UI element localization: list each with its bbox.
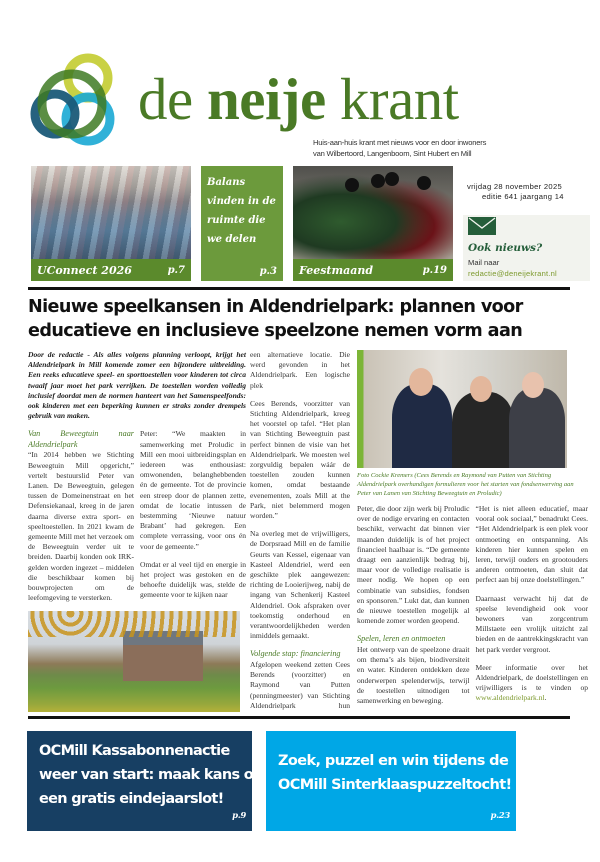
divider-rule — [28, 716, 570, 719]
subheading: Volgende stap: financiering — [250, 649, 341, 659]
logo-rings-icon — [30, 44, 125, 159]
teaser-title: UConnect 2026 — [37, 263, 132, 277]
teaser-page: p.3 — [259, 266, 277, 277]
paragraph: Omdat er al veel tijd en energie in het project was gestoken en de behoefte duidelijk was, stelde de gemeente voor te kijken naar — [140, 559, 246, 600]
promo-kassabonnenactie[interactable] — [27, 731, 263, 831]
teaser-bar — [293, 259, 453, 281]
contact-question: Ook nieuws? — [468, 242, 543, 254]
brand-title: de neije krant — [138, 66, 459, 132]
teaser-title: Feestmaand — [299, 263, 374, 277]
paragraph — [476, 663, 589, 704]
article-intro: Door de redactie - Als alles volgens planning verloopt, krijgt het Aldendrielpark in Mill komende zomer een bijzondere uitbreiding. Een reeks educatieve speel- en sporttoestellen voor kinderen tot circa twaalf jaar moet het park verrijken. De toestellen worden volledig inclusief doordat men de normen hanteert van het Samenspeelfonds: ook kinderen met een beperking kunnen er straks zonder drempels gebruik van maken. — [28, 350, 246, 421]
article-left-columns — [28, 429, 246, 603]
article-right-columns — [357, 504, 588, 706]
three-men-photo — [357, 350, 567, 468]
article-column-4 — [357, 504, 470, 706]
paragraph: een alternatieve locatie. Die werd gevonden in het Aldendrielpark. Een logische plek — [250, 350, 350, 390]
teaser-page: p.7 — [167, 264, 185, 276]
contact-email-link[interactable]: redactie@deneijekrant.nl — [468, 269, 557, 278]
tagline — [313, 137, 486, 159]
issue-info — [467, 182, 597, 202]
paragraph: “Het is niet alleen educatief, maar vooral ook sociaal,” benadrukt Cees. “Het Aldendrielpark is een plek voor ontmoeting en ontspanning. Als kinderen hier kunnen spelen en leren, terwijl ouders en grootouders anderen ontmoeten, dan sluit dat perfect aan bij onze doelstellingen.” — [475, 504, 588, 585]
promo-title — [278, 749, 512, 797]
paragraph: Daarnaast verwacht hij dat de speelse levendigheid ook voor bewoners van zorgcentrum Millstaete een vrolijk uitzicht zal bieden en de aantrekkingskracht van het park verder vergroot. — [475, 593, 588, 654]
contact-mail-label: Mail naar — [468, 258, 500, 267]
teaser-feestmaand[interactable] — [293, 166, 453, 281]
article-body — [28, 350, 588, 712]
promo-title — [39, 739, 263, 811]
article-left-block — [28, 350, 246, 712]
website-link[interactable]: www.aldendrielpark.nl — [475, 693, 545, 703]
paragraph: Afgelopen weekend zetten Cees Berends (voorzitter) en Raymond van Putten (penningmeester) van Stichting Aldendrielpark hun — [250, 659, 350, 710]
article-headline: Nieuwe speelkansen in Aldendrielpark: plannen voor educatieve en inclusieve speelzone nemen vorm aan — [28, 297, 523, 341]
paragraph: Peter: “We maakten in samenwerking met Proludic in Mill een mooi uitbreidingsplan en iedereen was enthousiast: omwonenden, belanghebbenden én de gemeente. Tot de provincie een streep door de plannen zette, omdat de locatie intussen de bestemming ‘Nieuwe natuur Brabant’ had gekregen. Een complete verrassing, voor ons én voor de gemeente.” — [140, 429, 246, 551]
subheading: Van Beweegtuin naar Aldendrielpark — [28, 429, 134, 449]
promo-line: een gratis eindejaarslot! — [39, 791, 224, 807]
paragraph: Cees Berends, voorzitter van Stichting Aldendrielpark, kreeg het voorstel op tafel. “Het plan van Stichting Beweegtuin past perfect binnen de visie van het Aldendrielpark. We moesten wel zorgvuldig bepalen wáár de toestellen zouden kunnen komen, omdat bestaande evenementen, zoals Mill at the Park, niet belemmerd mogen worden.” — [250, 398, 350, 521]
article-column-2 — [140, 429, 246, 603]
promo-line: Zoek, puzzel en win tijdens de — [278, 753, 509, 769]
teaser-uconnect[interactable] — [31, 166, 191, 281]
paragraph: “In 2014 hebben we Stichting Beweegtuin Mill opgericht,” vertelt bestuurslid Peter van Lanen. De Beweegtuin, gelegen tussen de Domeinenstraat en het Defensiekanaal, kreeg in de jaren daarna diverse extra sport- en speeltoestellen. In 2021 kwam de gemeente Mill met het verzoek om de Beweegtuin verder uit te breiden. Daarbij konden ook IRK-gelden worden ingezet – middelen die beschikbaar komen bij bouwprojecten om de leefomgeving te versterken. — [28, 450, 134, 603]
contact-box — [463, 215, 590, 281]
article-right-block — [357, 350, 588, 706]
envelope-icon — [468, 217, 496, 235]
promo-page: p.23 — [490, 811, 510, 821]
article-column-5 — [476, 504, 589, 706]
teaser-page: p.19 — [422, 264, 447, 276]
promo-line: weer van start: maak kans op — [39, 767, 263, 783]
promo-page: p.9 — [232, 811, 246, 821]
paragraph-text: Meer informatie over het Aldendrielpark, de doelstellingen en vrijwilligers is te vinden op — [475, 662, 588, 693]
issue-edition: editie 641 jaargang 14 — [482, 192, 564, 201]
teaser-line: ruimte die — [207, 215, 266, 226]
paragraph: Peter, die door zijn werk bij Proludic over de nodige ervaring en contacten beschikt, verwacht dat binnen vier maanden duidelijk is of het project financieel haalbaar is. “De gemeente draagt een aanzienlijk bedrag bij, maar voor de volledige realisatie is meer nodig. We hopen op een combinatie van subsidies, fondsen en sponsoren.” Lukt dat, dan kunnen de nieuwe toestellen mogelijk al komende zomer worden geopend. — [357, 504, 470, 626]
promo-line: OCMill Kassabonnenactie — [39, 743, 230, 759]
divider-rule — [28, 287, 570, 290]
promo-sinterklaaspuzzeltocht[interactable] — [266, 731, 516, 831]
paragraph: Na overleg met de vrijwilligers, de Dorpsraad Mill en de familie Geurts van Kessel, eigenaar van Kasteel Aldendriel, werd een geschikte plek aangewezen: richting de Looierijweg, nabij de ingang van Schenkerij Kasteel Aldendriel. Ook afspraken over toekomstig onderhoud en verantwoordelijkheden werden inmiddels gemaakt. — [250, 529, 350, 641]
teaser-balans[interactable] — [201, 166, 283, 281]
tagline-line-1: Huis-aan-huis krant met nieuws voor en door inwoners — [313, 138, 487, 147]
teaser-line: we delen — [207, 234, 257, 245]
article-column-1 — [28, 429, 134, 603]
paragraph: Het ontwerp van de speelzone draait om thema’s als bijen, biodiversiteit en water. Kinderen ontdekken deze onderwerpen spelenderwijs, terwijl de toestellen uitnodigen tot samenwerking en beweging. — [357, 644, 470, 705]
article-column-3 — [250, 350, 350, 712]
castle-park-photo — [28, 611, 240, 712]
teaser-title — [207, 173, 276, 249]
exhibition-hall-photo — [31, 166, 191, 259]
paragraph-end: . — [544, 693, 547, 703]
promo-line: OCMill Sinterklaaspuzzeltocht! — [278, 777, 512, 793]
photo-caption: Foto Cockie Kremers (Cees Berends en Raymond van Putten van Stichting Aldendrielpark overhandigen formulieren voor het starten van fondsenwerving aan Peter van Lanen van Stichting Beweegtuin en Proludic) — [357, 472, 574, 497]
subheading: Spelen, leren en ontmoeten — [357, 634, 446, 644]
teaser-line: Balans — [207, 177, 246, 188]
tagline-line-2: van Wilbertoord, Langenboom, Sint Hubert en Mill — [313, 149, 472, 158]
issue-date: vrijdag 28 november 2025 — [467, 182, 563, 191]
teaser-bar — [31, 259, 191, 281]
teaser-line: vinden in de — [207, 196, 276, 207]
mickey-minnie-photo — [293, 166, 453, 259]
